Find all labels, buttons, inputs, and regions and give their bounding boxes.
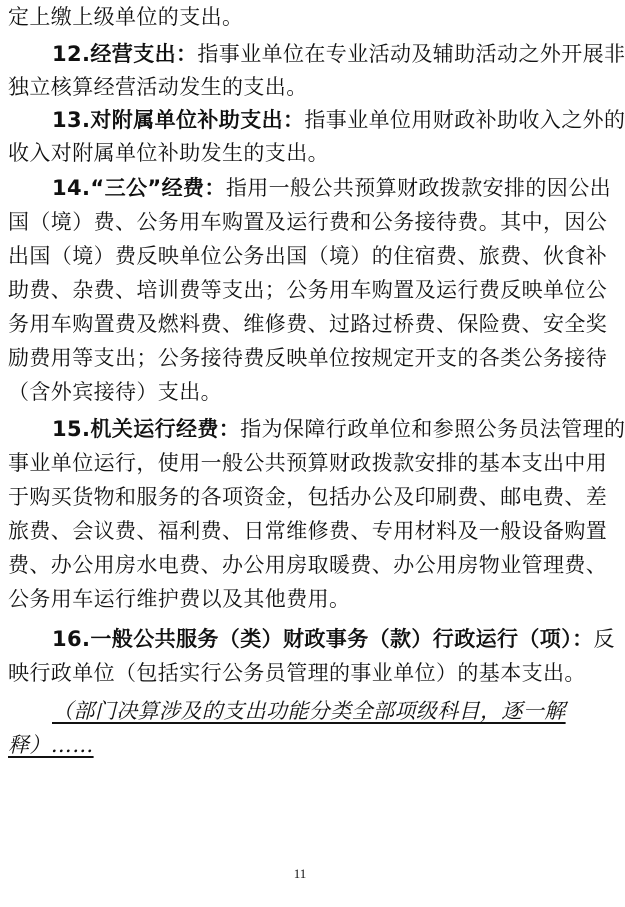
item-14-first-line xyxy=(8,171,611,205)
item-14-term: 14.“三公”经费： xyxy=(52,176,226,200)
item-16-text: 反 xyxy=(593,627,615,651)
note-text: 释）…… xyxy=(8,733,94,757)
item-13-first-line xyxy=(8,103,625,137)
text-line: 定上缴上级单位的支出。 xyxy=(8,5,244,29)
page-number: 11 xyxy=(293,866,307,881)
text-line: 费、办公用房水电费、办公用房取暖费、办公用房物业管理费、 xyxy=(8,553,608,577)
note-first-line xyxy=(8,694,566,728)
item-14-text: 指用一般公共预算财政拨款安排的因公出 xyxy=(225,176,612,200)
text-line: 映行政单位（包括实行公务员管理的事业单位）的基本支出。 xyxy=(8,661,586,685)
item-16-first-line xyxy=(8,622,615,656)
note-text: （部门决算涉及的支出功能分类全部项级科目，逐一解 xyxy=(52,699,566,723)
item-15-term: 15.机关运行经费： xyxy=(52,417,241,441)
item-15-first-line xyxy=(8,412,625,446)
item-12-term: 12.经营支出： xyxy=(52,42,198,66)
item-16-term: 16.一般公共服务（类）财政事务（款）行政运行（项）： xyxy=(52,627,594,651)
text-line: 国（境）费、公务用车购置及运行费和公务接待费。其中，因公 xyxy=(8,210,608,234)
text-line: 励费用等支出；公务接待费反映单位按规定开支的各类公务接待 xyxy=(8,346,608,370)
item-13-text: 指事业单位用财政补助收入之外的 xyxy=(304,108,625,132)
text-line: 务用车购置费及燃料费、维修费、过路过桥费、保险费、安全奖 xyxy=(8,312,608,336)
text-line: （含外宾接待）支出。 xyxy=(8,380,222,404)
item-12-text: 指事业单位在专业活动及辅助活动之外开展非 xyxy=(197,42,625,66)
item-15-text: 指为保障行政单位和参照公务员法管理的 xyxy=(240,417,625,441)
text-line: 公务用车运行维护费以及其他费用。 xyxy=(8,587,351,611)
text-line: 出国（境）费反映单位公务出国（境）的住宿费、旅费、伙食补 xyxy=(8,244,608,268)
text-line: 助费、杂费、培训费等支出；公务用车购置及运行费反映单位公 xyxy=(8,278,608,302)
item-13-term: 13.对附属单位补助支出： xyxy=(52,108,305,132)
item-12-first-line xyxy=(8,37,625,71)
text-line: 事业单位运行，使用一般公共预算财政拨款安排的基本支出中用 xyxy=(8,451,608,475)
text-line: 独立核算经营活动发生的支出。 xyxy=(8,75,308,99)
text-line: 收入对附属单位补助发生的支出。 xyxy=(8,141,329,165)
text-line: 于购买货物和服务的各项资金，包括办公及印刷费、邮电费、差 xyxy=(8,485,608,509)
text-line: 旅费、会议费、福利费、日常维修费、专用材料及一般设备购置 xyxy=(8,519,608,543)
note-second-line xyxy=(8,728,94,762)
